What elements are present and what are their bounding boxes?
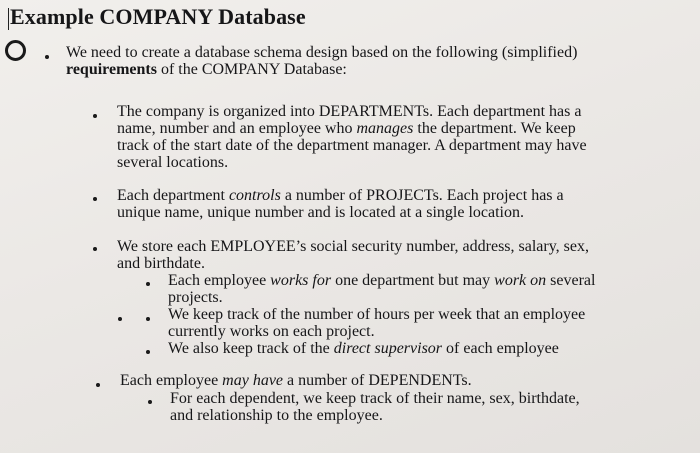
dependents-line: Each employee may have a number of DEPENDENTs. [120, 372, 472, 389]
sub-bullet-icon [146, 282, 150, 286]
bullet-icon [93, 197, 97, 201]
hours-line-1: We keep track of the number of hours per week that an employee [168, 306, 586, 323]
bullet-icon [93, 247, 97, 251]
hours-line-2: currently works on each project. [168, 323, 375, 340]
projects-line-2: unique name, unique number and is located at a single location. [117, 204, 524, 221]
bullet-icon [93, 114, 97, 118]
sub-bullet-icon [146, 350, 150, 354]
dependent-line-1: For each dependent, we keep track of their name, sex, birthdate, [170, 390, 580, 407]
intro-line-1: We need to create a database schema design based on the following (simplified) [66, 44, 578, 61]
supervisor-line: We also keep track of the direct supervisor of each employee [168, 340, 559, 357]
sub-bullet-icon [146, 317, 150, 321]
bullet-icon [45, 55, 49, 59]
works-for-line-2: projects. [168, 289, 223, 306]
sub-bullet-icon [148, 400, 152, 404]
works-for-line-1: Each employee works for one department but may work on several [168, 272, 596, 289]
text-cursor [8, 8, 9, 30]
departments-line-1: The company is organized into DEPARTMENTs. Each department has a [117, 103, 582, 120]
projects-line-1: Each department controls a number of PROJECTs. Each project has a [117, 187, 564, 204]
departments-line-4: several locations. [117, 154, 229, 171]
intro-line-2: requirements of the COMPANY Database: [66, 61, 347, 78]
departments-line-2: name, number and an employee who manages the department. We keep [117, 120, 576, 137]
bullet-icon [96, 383, 100, 387]
sub-bullet-icon [118, 317, 122, 321]
dependent-line-2: and relationship to the employee. [170, 407, 383, 424]
departments-line-3: track of the start date of the department manager. A department may have [117, 137, 587, 154]
employee-line-2: and birthdate. [117, 255, 205, 272]
circle-bullet-icon [5, 40, 26, 61]
slide-title: Example COMPANY Database [10, 4, 306, 29]
employee-line-1: We store each EMPLOYEE’s social security number, address, salary, sex, [117, 238, 590, 255]
